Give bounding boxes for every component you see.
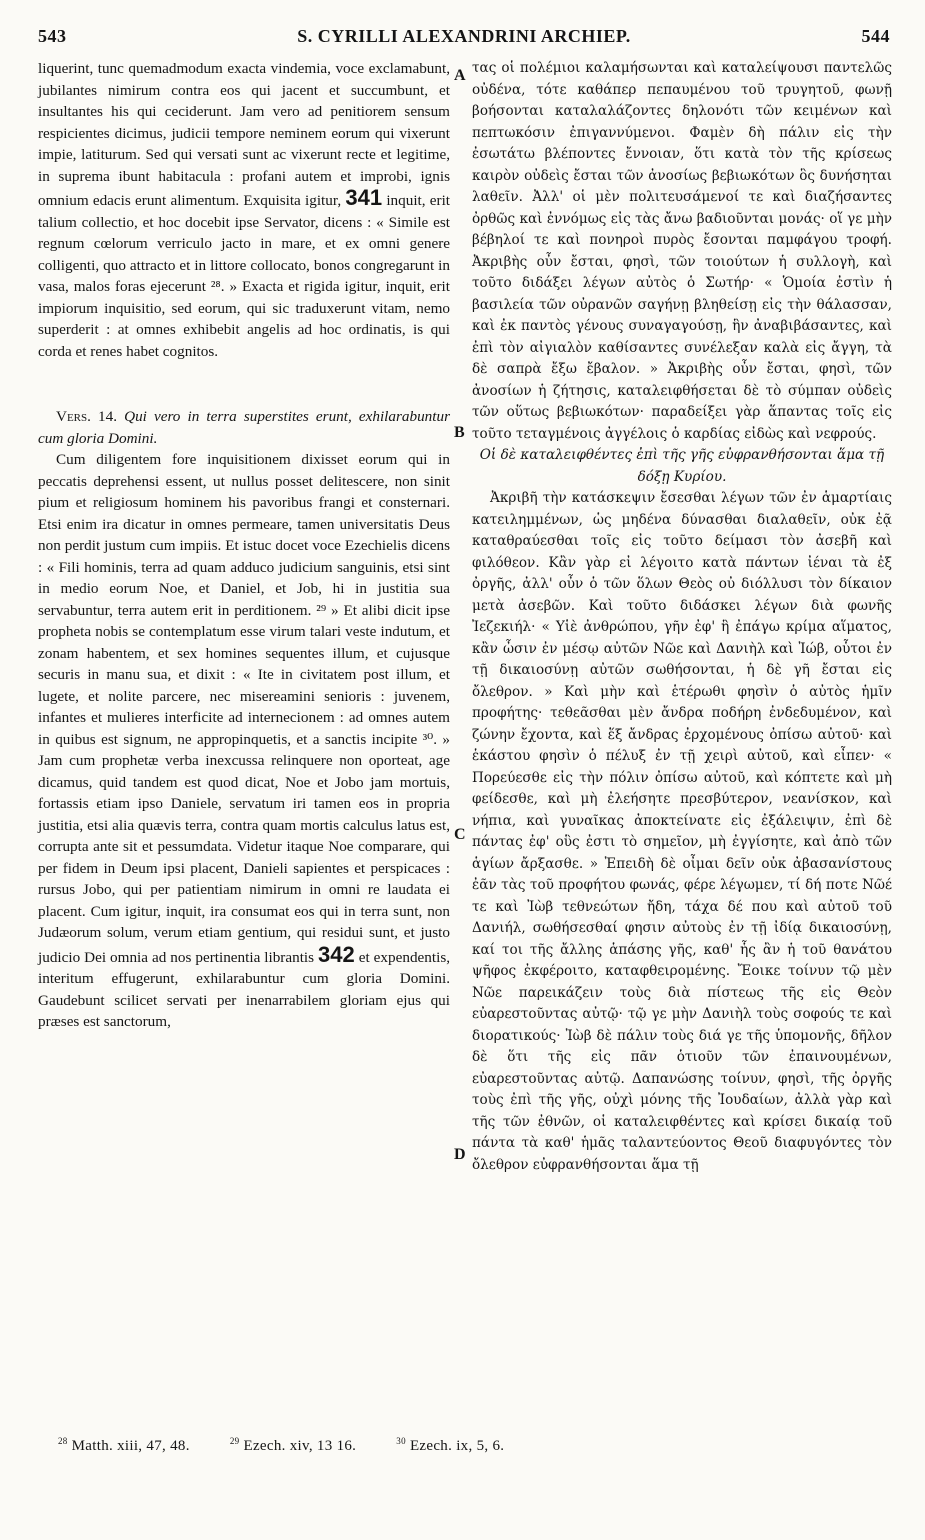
running-title: S. CYRILLI ALEXANDRINI ARCHIEP. <box>297 26 631 46</box>
margin-letter-a: A <box>454 67 466 84</box>
greek-paragraph-2: Ἀκριβῆ τὴν κατάσκεψιν ἔσεσθαι λέγων τῶν ἐν ἁμαρτίαις κατειλημμένων, ὡς μηδένα δύνασθαι διαλαθεῖν, οὐκ ἐᾷ καταθραύεσθαι τοῖς εἰς τοῦτο δείμασι τὸν ἀσεβῆ καὶ φιλόθεον. Κἂν γὰρ εἰ λέγοιτο κατὰ πάντων ἰέναι τὰ ἐξ ὀργῆς, ἀλλ' οὖν ὁ τῶν ὅλων Θεὸς οὐ διόλλυσι τὸν δίκαιον μετὰ ἀσεβῶν. Καὶ τοῦτο διδάσκει λέγων διὰ φωνῆς Ἰεζεκιήλ· « Υἱὲ ἀνθρώπου, γῆν ἐφ' ἣ ἐπάγω κρίμα αἵματος, κἂν ὦσιν ἐν μέσῳ αὐτῶν Νῶε καὶ Δανιὴλ καὶ Ἰώβ, οὗτοι ἐν τῇ δικαιοσύνῃ αὐτῶν σωθήσονται, ἡ δὲ γῆ ἔσται εἰς ὄλεθρον. » Καὶ μὴν καὶ ἑτέρωθι φησὶν ὁ αὐτὸς ἡμῖν προφήτης· τεθεᾶσθαι μὲν ἄνδρα ποδήρη ἐνδεδυμένον, καὶ ζώνην ἔχοντα, καὶ ἕξ ἄνδρας ἐρχομένους ὀπίσω αὐτοῦ· καὶ ἑκάστου φησὶν ὁ πέλυξ ἐν τῇ χειρὶ αὐτοῦ, καὶ εἶπεν· « Πορεύεσθε εἰς τὴν πόλιν ὀπίσω αὐτοῦ, καὶ κόπτετε καὶ μὴ φείδεσθε, καὶ μὴ ἐλεήσητε πρεσβύτερον, νεανίσκον, καὶ νήπια, καὶ γυναῖκας ἀποκτείνατε εἰς ἐξάλειψιν, ἐπὶ δὲ πάντας ἐφ' οὓς ἐστι τὸ σημεῖον, μὴ ἐγγίσητε, καὶ ἀπὸ τῶν ἁγίων ἄρξασθε. » Ἐπειδὴ δὲ οἶμαι δεῖν οὐκ ἀβασανίστους ἐᾶν τὰς τοῦ προφήτου φωνάς, φέρε λέγωμεν, τί δή ποτε Νῶέ τε καὶ Ἰὼβ τεθνεώτων ἤδη, τάχα δέ που καὶ αὐτοῦ τοῦ Δανιήλ, σωθήσεσθαί φησιν αὐτοὺς ἐν τῇ ἰδίᾳ δικαιοσύνῃ, καί τοι τῆς ἄλλης ἁπάσης γῆς, καθ' ἧς ἂν ἡ τοῦ θανάτου ψῆφος ἐκφέροιτο, καταφθειρομένης. Ἔοικε τοίνυν τῷ μὲν Νῶε παρεικάζειν τοὺς διὰ πίστεως τῆς εἰς Θεὸν εὐαρεστοῦντας αὐτῷ· τῷ γε μὴν Δανιὴλ τοὺς σοφούς τε καὶ διορατικούς· Ἰὼβ δὲ πάλιν τοὺς διά γε τῆς ὑπομονῆς, δῆλον δὲ ὅτι τῆς εἰς πᾶν ὁτιοῦν τῶν ἐπαινουμένων, εὐαρεστοῦντας αὐτῷ. Δαπανώσης τοίνυν, φησὶ, τῆς ὀργῆς τοὺς ἐπὶ τῆς γῆς, οὐχὶ μόνης τῆς Ἰουδαίων, ἀλλὰ γὰρ καὶ τῆς τῶν ἐθνῶν, οἱ καταλειφθέντες καὶ κρίσει δικαίᾳ τοῦ πάντα τὰ καθ' ἡμᾶς ταλαντεύοντος Θεοῦ διαφυγόντες τὸν ὄλεθρον εὐφρανθήσονται ἅμα τῇ <box>472 490 892 1173</box>
section-number-341: 341 <box>345 185 383 210</box>
footnote-28 <box>58 1438 208 1454</box>
latin-text-2b: et expendentis, interitum effugerunt, exhilarabuntur cum gloria Domini. Gaudebunt scilicet servati per inenarrabilem gloriam ejus qui præses est sanctorum, <box>38 948 451 1030</box>
page-header <box>38 26 890 54</box>
footnotes <box>58 1436 878 1455</box>
page-number-right: 544 <box>861 26 890 46</box>
latin-column <box>38 58 450 1033</box>
verse-heading-greek: Οἱ δὲ καταλειφθέντες ἐπὶ τῆς γῆς εὐφρανθήσονται ἅμα τῇ δόξῃ Κυρίου. <box>479 447 885 485</box>
margin-letter-d: D <box>454 1146 466 1163</box>
verse-heading-latin <box>38 406 450 449</box>
latin-text-1b: inquit, erit talium collectio, et hoc docebit ipse Servator, dicens : « Simile est regnum cœlorum verriculo jacto in mare, et ex omni genere colligenti, quo attracto et in littore collocato, bonos congregarunt in vasa, malos foras ejecerunt ²⁸. » Exacta et rigida igitur, inquit, erit impiorum inquisitio, sed eorum, qui sic traduxerunt vitam, nemo superderit : at omnes exhibebit angelis ad hoc ordinatis, is qui corda et renes habet cognitos. <box>38 192 451 360</box>
footnote-ref: Ezech. xiv, 13 16. <box>243 1438 357 1454</box>
margin-letter-b: B <box>454 424 465 441</box>
verse-text-latin: Qui vero in terra superstites erunt, exhilarabuntur cum gloria Domini. <box>38 408 450 447</box>
latin-text-1a: liquerint, tunc quemadmodum exacta vindemia, voce exclamabunt, jubilantes nimirum contra eos qui jacent et succumbunt, et insultantes his qui ceciderunt. Jam vero ad penitiorem sensum respicientes dicimus, judicii tempore neminem eorum qui vixerunt impie, latiturum. Sed qui versati sunt ac vixerunt recte et legitime, in suprema ibunt habitacula : profani autem et improbi, ignis omnium edacis erunt alimentum. Exquisita igitur, <box>38 60 450 209</box>
footnote-ref: Matth. xiii, 47, 48. <box>71 1438 190 1454</box>
footnote-number: 30 <box>396 1436 406 1446</box>
greek-paragraph-1: τας οἱ πολέμιοι καλαμήσωνται καὶ καταλείψουσι παντελῶς οὐδένα, τότε καθάπερ πεπαυμένου τοῦ τρυγητοῦ, φωνῇ βοήσονται καταλαλάζοντες δηλονότι τῶν κειμένων καὶ πεπτωκόσιν ἐπιγαννύμενοι. Φαμὲν δὴ πάλιν εἰς τὴν ἐσωτάτω βλέποντες ἔννοιαν, ὅτι κατὰ τὸν τῆς κρίσεως καιρὸν οὐδεὶς ἔσται τῶν ἀνοσίως βεβιωκότων ὃς δυνήσηται λαθεῖν. Ἀλλ' οἱ μὲν πολιτευσάμενοί τε καὶ διαζήσαντες ὀρθῶς καὶ ἐννόμως εἰς τὰς ἄνω βαδιοῦνται μονάς· οἵ γε μὴν βέβηλοί τε καὶ πονηροὶ πυρὸς ἔσονται παμφάγου τροφή. Ἀκριβὴς οὖν ἔσται, φησὶ, τῶν τοιούτων ἡ συλλογὴ, καὶ τοῦτο διδάξει λέγων αὐτὸς ὁ Σωτήρ· « Ὁμοία ἐστὶν ἡ βασιλεία τῶν οὐρανῶν σαγήνῃ βληθείσῃ εἰς τὴν θάλασσαν, καὶ ἐκ παντὸς γένους συναγαγούσῃ, ἣν ἀναβιβάσαντες, καὶ ἐπὶ τὸν αἰγιαλὸν καθίσαντες συνέλεξαν καλὰ εἰς ἄγγη, τὰ δὲ σαπρὰ ἔξω ἔβαλον. » Ἀκριβὴς οὖν ἔσται, φησὶ, τῶν ἀνοσίων ἡ ζήτησις, καταλειφθήσεται δὲ τὸ σύμπαν οὐδεὶς τῶν οὕτως βεβιωκότων· παραδείξει γὰρ ἅπαντας τοῖς εἰς τοῦτο τεταγμένοις ἀγγέλοις ὁ καρδίας εἰδὼς καὶ νεφρούς. <box>472 60 892 442</box>
footnote-number: 28 <box>58 1436 68 1446</box>
latin-text-2a: Cum diligentem fore inquisitionem dixisset eorum qui in peccatis deprehensi essent, ut nullus posset delitescere, non sinit pium et religiosum hominem his pavoribus frangi et consternari. Etsi enim ira dicatur in omnes permeare, tamen universitatis Deus non perdit justum cum impiis. Et istuc docet voce Ezechielis dicens : « Fili hominis, terra ad quam adduco judicium sanguinis, etsi sint in medio eorum Noe, et Daniel, et Job, hi in justitia sua servabuntur, terra autem erit in perditionem. ²⁹ » Et alibi dicit ipse propheta nobis se contemplatum esse virum talari veste indutum, et zonam habentem, et sex homines sequentes illum, et cujusque securis in manu sua, et dixit : « Ite in civitatem post illum, et lugete, et nolite parcere, nec misereamini senioris : juvenem, infantes et mulieres interficite ad internecionem : ad omnes autem in quibus est signum, ne appropinquetis, et a sanctis incipite ³⁰. » Jam cum prophetæ verba inexcussa relinquere non oporteat, age dicamus, quid tandem est quod dicat, Noe et Jobo jam mortuis, fortassis etiam ipso Daniele, servatum iri tamen eos in propria justitia, etsi alia quævis terra, contra quam mortis calculus latus est, corrupta ante sit et pessumdata. Videtur itaque Noe comparare, qui per fidem in Deum ipsi placent, Danieli sapientes et perspicaces : rursus Jobo, qui per patientiam nimirum in omni re laudata ei placent. Cum igitur, inquit, ira consumat eos qui in terra sunt, non Judæorum solum, verum etiam gentium, qui residui sunt, et justo judicio Dei omnia ad nos pertinentia librantis <box>38 451 450 966</box>
latin-paragraph-1 <box>38 58 450 362</box>
footnote-ref: Ezech. ix, 5, 6. <box>409 1438 505 1454</box>
section-number-342: 342 <box>318 941 355 967</box>
verse-label: Vers. 14. <box>56 408 118 425</box>
footnote-number: 29 <box>229 1436 240 1446</box>
footnote-29 <box>230 1438 374 1454</box>
page-number-left: 543 <box>38 26 67 46</box>
margin-letter-c: C <box>454 826 466 843</box>
footnote-30 <box>396 1438 522 1454</box>
greek-column <box>472 58 892 1176</box>
latin-paragraph-2 <box>38 449 450 1033</box>
